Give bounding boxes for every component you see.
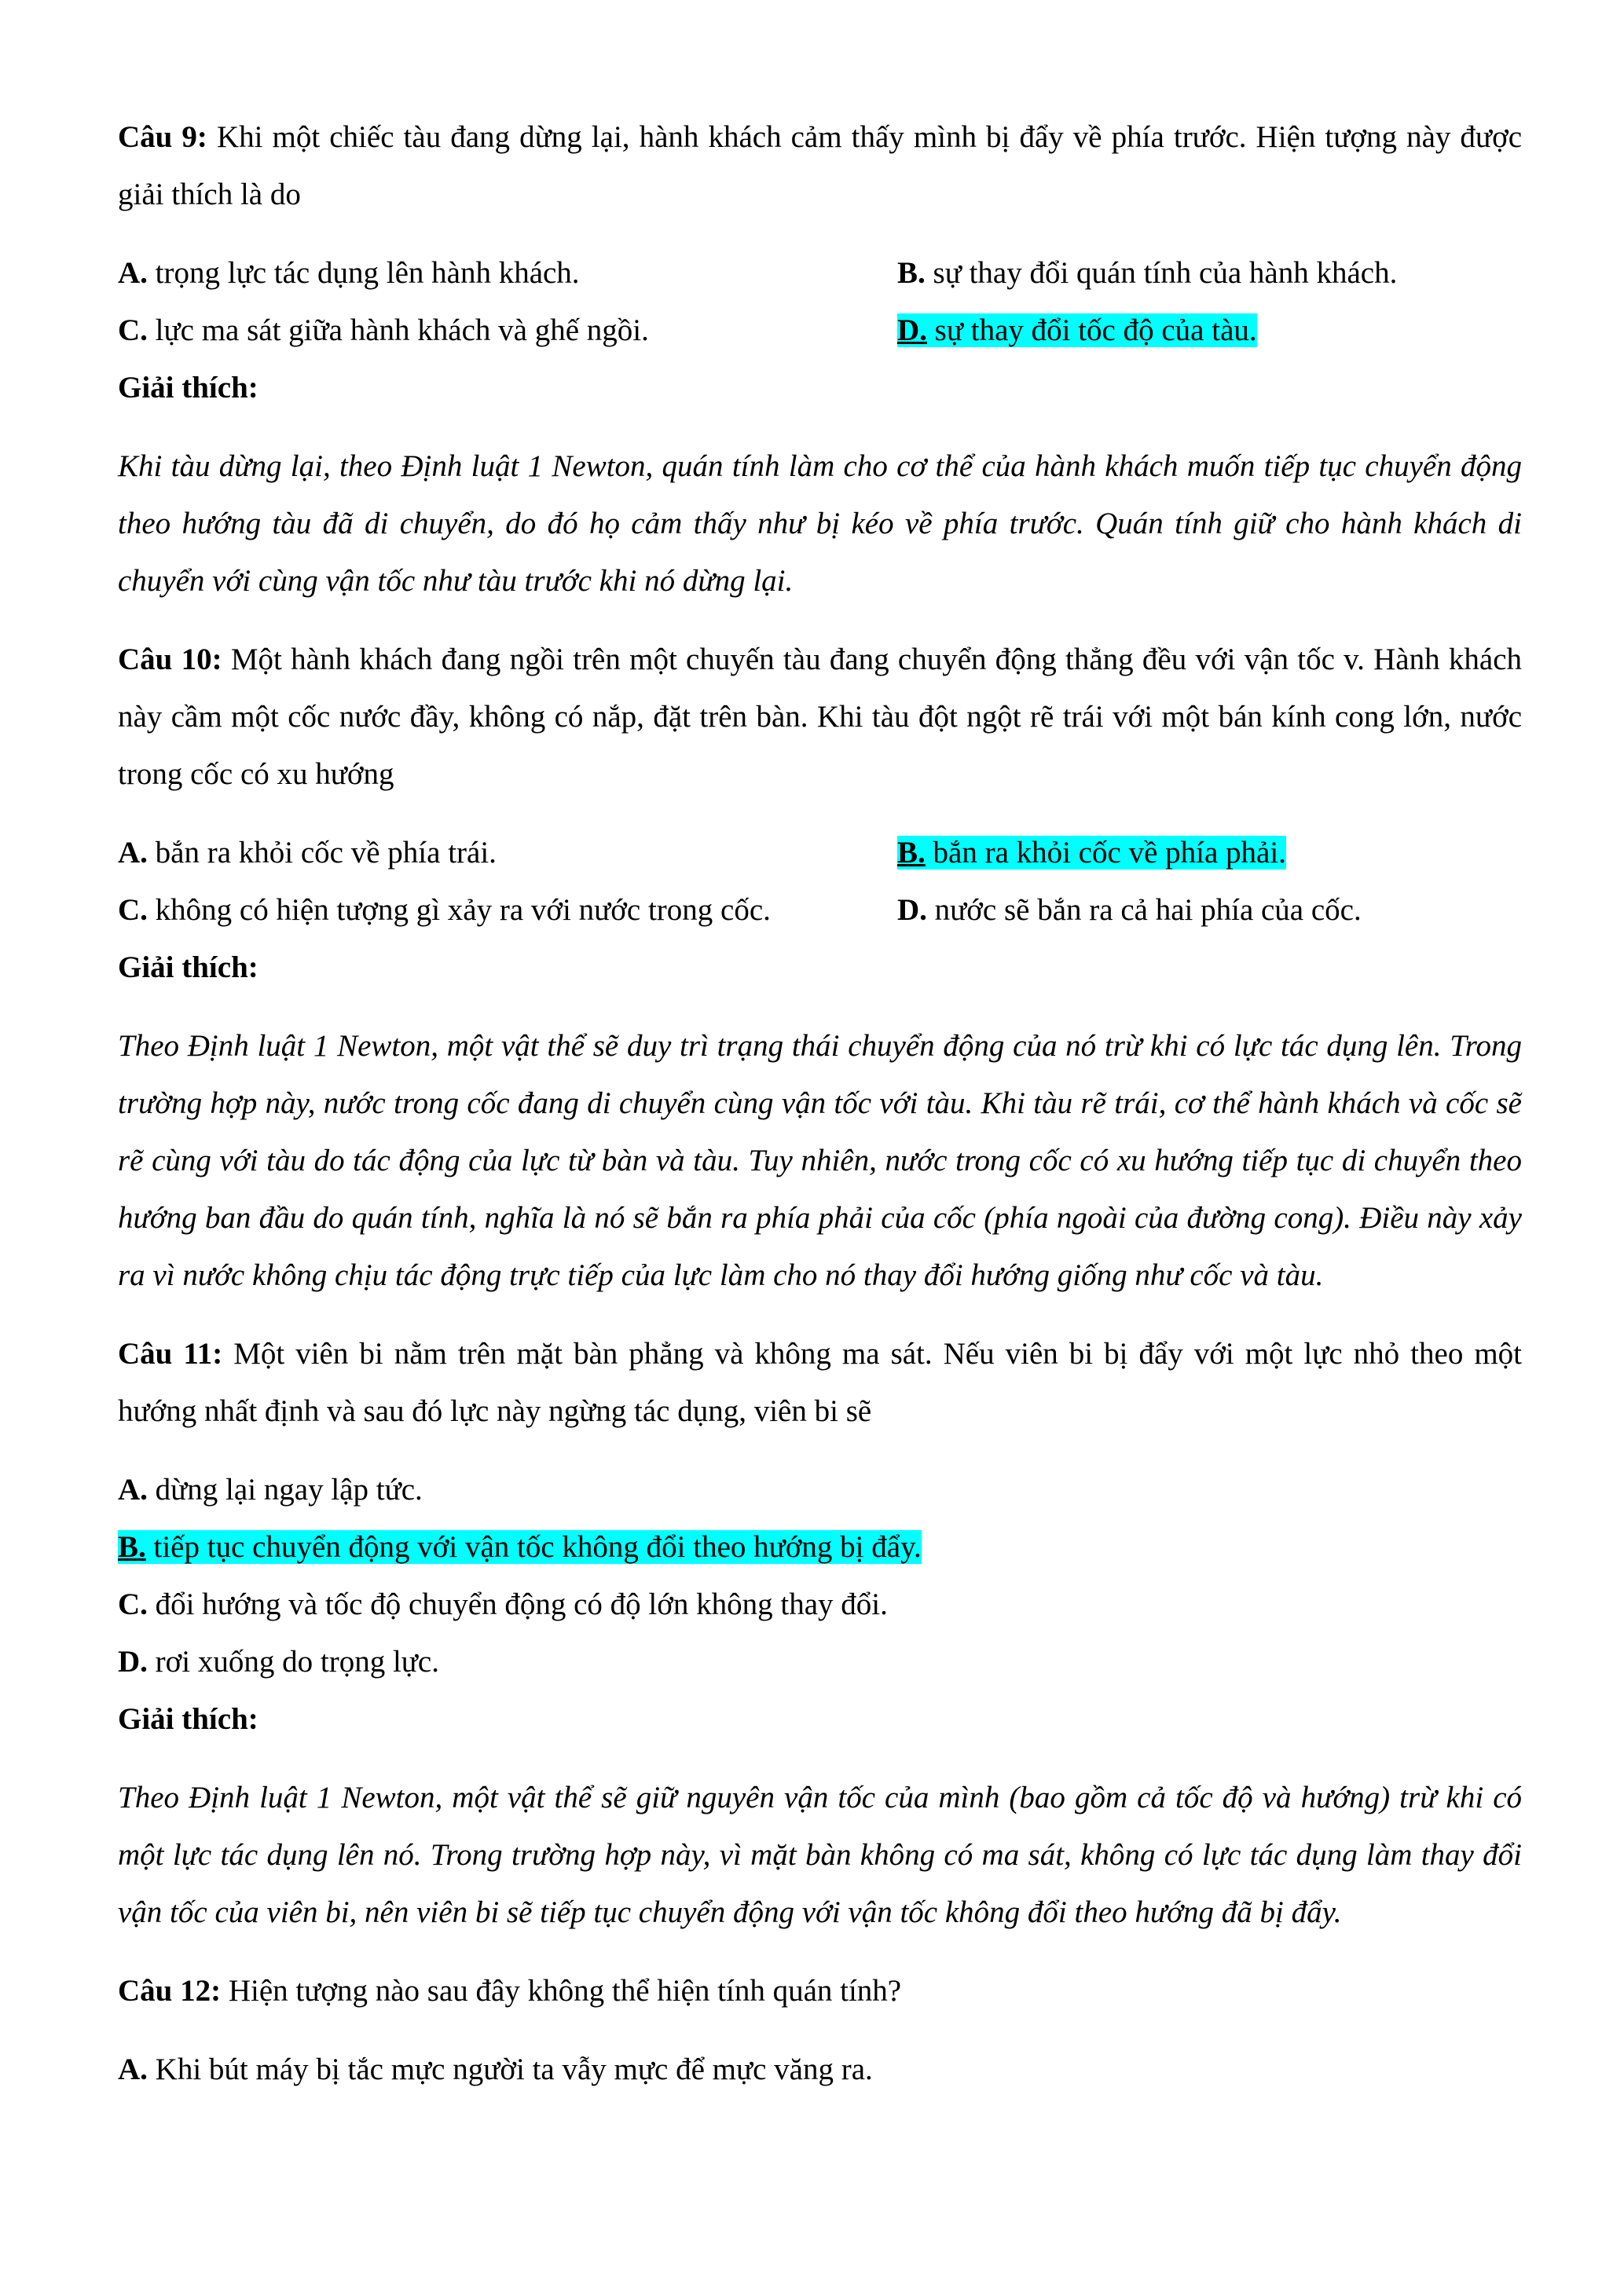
question-label: Câu 11: bbox=[118, 1337, 223, 1371]
option-c bbox=[118, 1576, 1522, 1633]
question-label: Câu 12: bbox=[118, 1974, 222, 2008]
option-b-correct bbox=[897, 824, 1522, 881]
option-text: sự thay đổi quán tính của hành khách. bbox=[925, 256, 1398, 290]
question-10-explanation: Theo Định luật 1 Newton, một vật thể sẽ duy trì trạng thái chuyển động của nó trừ khi có lực tác dụng lên. Trong trường hợp này, nước trong cốc đang di chuyển cùng vận tốc với tàu. Khi tàu rẽ trái, cơ thể hành khách và cốc sẽ rẽ cùng với tàu do tác động của lực từ bàn và tàu. Tuy nhiên, nước trong cốc có xu hướng tiếp tục di chuyển theo hướng ban đầu do quán tính, nghĩa là nó sẽ bắn ra phía phải của cốc (phía ngoài của đường cong). Điều này xảy ra vì nước không chịu tác động trực tiếp của lực làm cho nó thay đổi hướng giống như cốc và tàu. bbox=[118, 1029, 1522, 1292]
option-letter: A. bbox=[118, 836, 148, 870]
option-b-correct bbox=[118, 1518, 1522, 1576]
question-text: Khi một chiếc tàu đang dừng lại, hành khách cảm thấy mình bị đẩy về phía trước. Hiện tượng này được giải thích là do bbox=[118, 120, 1523, 211]
option-text: trọng lực tác dụng lên hành khách. bbox=[147, 256, 580, 290]
option-d bbox=[897, 881, 1522, 939]
option-letter: C. bbox=[118, 893, 148, 927]
option-text: lực ma sát giữa hành khách và ghế ngồi. bbox=[147, 313, 649, 347]
option-text: bắn ra khỏi cốc về phía trái. bbox=[147, 836, 497, 870]
question-9-stem bbox=[118, 108, 1522, 223]
option-letter: C. bbox=[118, 313, 148, 347]
option-d bbox=[118, 1633, 1522, 1690]
explanation-heading: Giải thích: bbox=[118, 950, 258, 984]
question-12-options bbox=[118, 2041, 1522, 2098]
question-label: Câu 10: bbox=[118, 643, 222, 676]
question-label: Câu 9: bbox=[118, 120, 207, 154]
option-d-correct bbox=[897, 302, 1522, 359]
question-text: Hiện tượng nào sau đây không thể hiện tính quán tính? bbox=[221, 1974, 902, 2008]
option-a bbox=[118, 1461, 1522, 1518]
option-letter: D. bbox=[897, 313, 927, 347]
option-text: bắn ra khỏi cốc về phía phải. bbox=[925, 836, 1286, 870]
option-c bbox=[118, 881, 897, 939]
question-text: Một hành khách đang ngồi trên một chuyến tàu đang chuyển động thẳng đều với vận tốc v. Hành khách này cầm một cốc nước đầy, không có nắp, đặt trên bàn. Khi tàu đột ngột rẽ trái với một bán kính cong lớn, nước trong cốc có xu hướng bbox=[118, 643, 1522, 791]
option-text: Khi bút máy bị tắc mực người ta vẫy mực để mực văng ra. bbox=[147, 2052, 873, 2086]
option-letter: B. bbox=[897, 256, 926, 290]
option-letter: B. bbox=[897, 836, 926, 870]
explanation-heading: Giải thích: bbox=[118, 1702, 258, 1736]
option-text: nước sẽ bắn ra cả hai phía của cốc. bbox=[926, 893, 1362, 927]
option-text: tiếp tục chuyển động với vận tốc không đổi theo hướng bị đẩy. bbox=[145, 1530, 922, 1564]
option-a bbox=[118, 824, 897, 881]
question-9-explanation: Khi tàu dừng lại, theo Định luật 1 Newton, quán tính làm cho cơ thể của hành khách muốn tiếp tục chuyển động theo hướng tàu đã di chuyển, do đó họ cảm thấy như bị kéo về phía trước. Quán tính giữ cho hành khách di chuyển với cùng vận tốc như tàu trước khi nó dừng lại. bbox=[118, 449, 1522, 598]
option-text: sự thay đổi tốc độ của tàu. bbox=[926, 313, 1257, 347]
option-letter: C. bbox=[118, 1587, 148, 1621]
option-a bbox=[118, 244, 897, 302]
option-letter: A. bbox=[118, 1473, 148, 1507]
question-text: Một viên bi nằm trên mặt bàn phẳng và không ma sát. Nếu viên bi bị đẩy với một lực nhỏ theo một hướng nhất định và sau đó lực này ngừng tác dụng, viên bi sẽ bbox=[118, 1337, 1522, 1428]
question-11-options bbox=[118, 1461, 1522, 1690]
option-text: không có hiện tượng gì xảy ra với nước trong cốc. bbox=[147, 893, 771, 927]
question-10-options bbox=[118, 824, 1522, 939]
option-letter: A. bbox=[118, 256, 148, 290]
option-b bbox=[897, 244, 1522, 302]
question-11-explanation: Theo Định luật 1 Newton, một vật thể sẽ giữ nguyên vận tốc của mình (bao gồm cả tốc độ và hướng) trừ khi có một lực tác dụng lên nó. Trong trường hợp này, vì mặt bàn không có ma sát, không có lực tác dụng làm thay đổi vận tốc của viên bi, nên viên bi sẽ tiếp tục chuyển động với vận tốc không đổi theo hướng đã bị đẩy. bbox=[118, 1781, 1522, 1929]
question-11-stem bbox=[118, 1325, 1522, 1440]
question-12-stem bbox=[118, 1962, 1522, 2020]
option-a bbox=[118, 2041, 1522, 2098]
explanation-heading: Giải thích: bbox=[118, 371, 258, 405]
option-letter: B. bbox=[118, 1530, 146, 1564]
option-letter: A. bbox=[118, 2052, 148, 2086]
option-c bbox=[118, 302, 897, 359]
option-text: rơi xuống do trọng lực. bbox=[147, 1645, 439, 1679]
option-text: dừng lại ngay lập tức. bbox=[147, 1473, 423, 1507]
question-9-options bbox=[118, 244, 1522, 359]
option-letter: D. bbox=[118, 1645, 148, 1679]
question-10-stem bbox=[118, 631, 1522, 803]
option-text: đổi hướng và tốc độ chuyển động có độ lớn không thay đổi. bbox=[147, 1587, 888, 1621]
option-letter: D. bbox=[897, 893, 927, 927]
